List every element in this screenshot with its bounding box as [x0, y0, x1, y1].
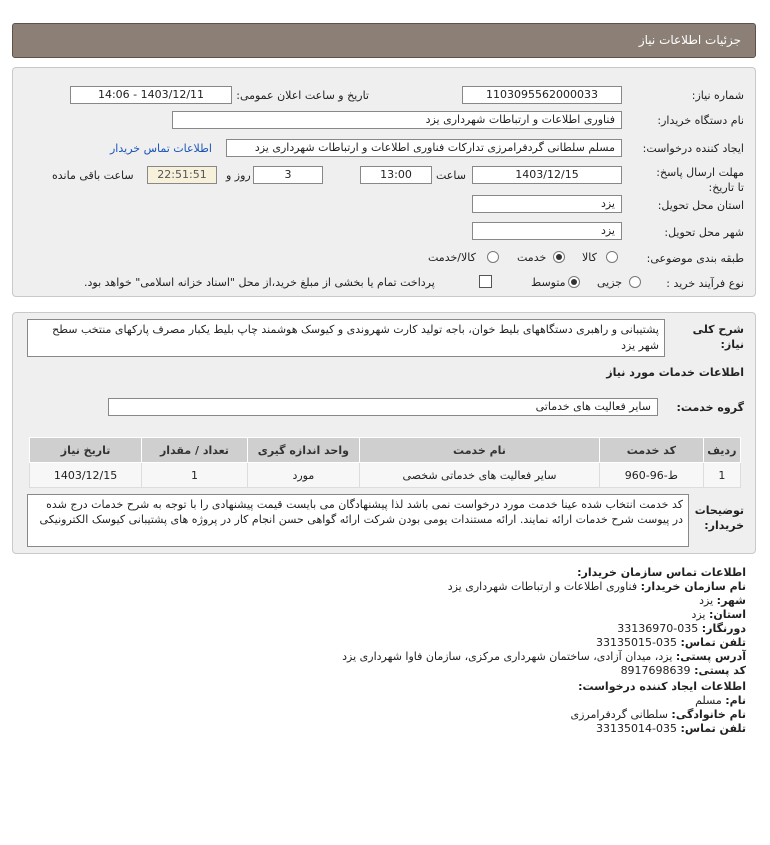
creator-phone-value: 035-33135014 [596, 722, 678, 735]
need-number-field: 1103095562000033 [462, 86, 622, 104]
buyer-contact-city [699, 594, 746, 608]
column-header: کد خدمت [600, 438, 704, 463]
table-cell: ط-96-960 [600, 463, 704, 488]
table-cell: مورد [247, 463, 359, 488]
table-cell: 1 [703, 463, 740, 488]
column-header: تعداد / مقدار [142, 438, 248, 463]
services-section-title: اطلاعات خدمات مورد نیاز [606, 366, 744, 379]
notes-label: توضیحات خریدار: [694, 504, 744, 532]
city-value: یزد [699, 594, 714, 607]
city-label: شهر محل تحویل: [664, 226, 744, 239]
buyer-contact-phone [596, 636, 746, 650]
buyer-contact-address [342, 650, 746, 664]
service-group-label: گروه خدمت: [676, 401, 744, 414]
process-radio-minor[interactable] [629, 276, 641, 288]
org-value: فناوری اطلاعات و ارتباطات شهرداری یزد [447, 580, 638, 593]
page-header [12, 23, 756, 58]
summary-label: شرح کلی نیاز: [692, 323, 744, 351]
buyer-org-label: نام دستگاه خریدار: [657, 114, 744, 127]
address-label: آدرس پستی: [675, 650, 746, 663]
services-table [29, 437, 741, 488]
remaining-time-field: 22:51:51 [147, 166, 217, 184]
category-option-both: کالا/خدمت [428, 251, 476, 264]
table-cell: سایر فعالیت های خدماتی شخصی [359, 463, 599, 488]
family-label: نام خانوادگی: [671, 708, 746, 721]
summary-text: پشتیبانی و راهبری دستگاههای بلیط خوان، باجه تولید کارت شهروندی و کیوسک هوشمند چاپ بلیط یکبار مصرف پارکهای منتخب سطح شهر یزد [27, 319, 665, 357]
province-label: استان: [709, 608, 746, 621]
buyer-contact-fax [617, 622, 746, 636]
province-value: یزد [691, 608, 706, 621]
column-header: واحد اندازه گیری [247, 438, 359, 463]
postal-label: کد پستی: [694, 664, 746, 677]
creator-contact-name [695, 694, 746, 708]
time-label: ساعت [436, 169, 466, 182]
table-header-row [30, 438, 741, 463]
column-header: نام خدمت [359, 438, 599, 463]
table-cell: 1403/12/15 [30, 463, 142, 488]
buyer-contact-postal [621, 664, 746, 678]
page-title: جزئیات اطلاعات نیاز [638, 33, 741, 47]
name-label: نام: [725, 694, 746, 707]
announce-field: 1403/12/11 - 14:06 [70, 86, 232, 104]
category-option-service: خدمت [517, 251, 547, 264]
creator-contact-family [570, 708, 746, 722]
creator-contact-title: اطلاعات ایجاد کننده درخواست: [578, 680, 746, 693]
days-label: روز و [226, 169, 251, 182]
notes-text: کد خدمت انتخاب شده عینا خدمت مورد درخواست نمی باشد لذا پیشنهادگان می بایست قیمت پیشنهادی را با توجه به شرح خدمات درج شده در پیوست شرح خدمات ارائه نمایند. ارائه مستندات یومی بودن شرکت ارائه گواهی حسن انجام کار در پروژه های پشتیبانی کیوسک الکترونیکی [27, 494, 689, 547]
address-value: یزد، میدان آزادی، ساختمان شهرداری مرکزی، سازمان فاوا شهرداری یزد [342, 650, 673, 663]
buyer-contact-org [448, 580, 746, 594]
fax-value: 035-33136970 [617, 622, 699, 635]
column-header: تاریخ نیاز [30, 438, 142, 463]
table-cell: 1 [142, 463, 248, 488]
category-radio-goods[interactable] [606, 251, 618, 263]
category-label: طبقه بندی موضوعی: [646, 252, 744, 265]
treasury-checkbox[interactable] [479, 275, 492, 288]
buyer-contact-link[interactable]: اطلاعات تماس خریدار [110, 142, 212, 155]
fax-label: دورنگار: [701, 622, 746, 635]
treasury-note: پرداخت تمام یا بخشی از مبلغ خرید،از محل "اسناد خزانه اسلامی" خواهد بود. [84, 276, 435, 289]
postal-value: 8917698639 [620, 664, 691, 677]
creator-field: مسلم سلطانی گردفرامرزی تدارکات فناوری اطلاعات و ارتباطات شهرداری یزد [226, 139, 622, 157]
category-radio-both[interactable] [487, 251, 499, 263]
family-value: سلطانی گردفرامرزی [570, 708, 668, 721]
table-row [30, 463, 741, 488]
buyer-contact-title: اطلاعات تماس سازمان خریدار: [577, 566, 746, 579]
city-field: یزد [472, 222, 622, 240]
column-header: ردیف [703, 438, 740, 463]
category-option-goods: کالا [582, 251, 597, 264]
province-label: استان محل تحویل: [657, 199, 744, 212]
need-number-label: شماره نیاز: [691, 89, 744, 102]
deadline-date-field: 1403/12/15 [472, 166, 622, 184]
phone-label: تلفن تماس: [680, 636, 746, 649]
org-label: نام سازمان خریدار: [640, 580, 746, 593]
phone-value: 035-33135015 [596, 636, 678, 649]
city-label: شهر: [716, 594, 746, 607]
service-group-field: سایر فعالیت های خدماتی [108, 398, 658, 416]
creator-label: ایجاد کننده درخواست: [642, 142, 744, 155]
process-option-minor: جزیی [597, 276, 623, 289]
announce-label: تاریخ و ساعت اعلان عمومی: [236, 89, 369, 102]
process-label: نوع فرآیند خرید : [666, 277, 744, 290]
creator-contact-phone [596, 722, 746, 736]
category-radio-service[interactable] [553, 251, 565, 263]
process-option-medium: متوسط [531, 276, 566, 289]
province-field: یزد [472, 195, 622, 213]
deadline-time-field: 13:00 [360, 166, 432, 184]
days-field: 3 [253, 166, 323, 184]
creator-phone-label: تلفن تماس: [680, 722, 746, 735]
buyer-org-field: فناوری اطلاعات و ارتباطات شهرداری یزد [172, 111, 622, 129]
remaining-label: ساعت باقی مانده [52, 169, 134, 182]
name-value: مسلم [695, 694, 722, 707]
deadline-label: مهلت ارسال پاسخ: تا تاریخ: [656, 166, 744, 194]
process-radio-medium[interactable] [568, 276, 580, 288]
buyer-contact-province [691, 608, 746, 622]
